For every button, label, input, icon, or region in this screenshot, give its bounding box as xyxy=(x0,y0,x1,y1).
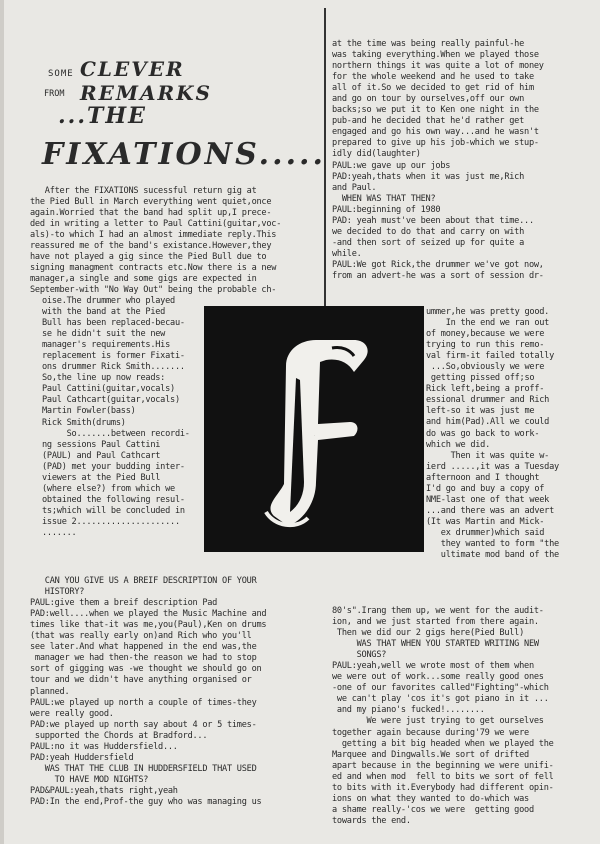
text-line: to bits with it.Everybody had different opin- xyxy=(332,782,554,793)
text-line: September-with "No Way Out" being the probable ch- xyxy=(30,285,277,296)
text-line: -one of our favorites called"Fighting"-which xyxy=(332,683,549,694)
header-the: ...THE xyxy=(58,103,147,129)
text-line: northern things it was quite a lot of money xyxy=(332,61,544,72)
header-clever-remarks: CLEVER REMARKS xyxy=(80,57,212,105)
text-line: ....... xyxy=(42,527,77,538)
text-line: and him(Pad).All we could xyxy=(426,417,550,428)
text-line: which we did. xyxy=(426,439,491,450)
text-line: oise.The drummer who played xyxy=(42,296,175,306)
text-line: manager,a single and some gigs are expected in xyxy=(30,274,257,285)
text-line: CAN YOU GIVE US A BREIF DESCRIPTION OF YOUR xyxy=(30,576,257,587)
text-line: After the FIXATIONS sucessful return gig at xyxy=(30,186,257,196)
text-line: (PAUL) and Paul Cathcart xyxy=(42,450,161,461)
text-line: from an advert-he was a sort of session dr- xyxy=(332,270,544,281)
text-line: Paul Cathcart(guitar,vocals) xyxy=(42,395,180,406)
text-line: (It was Martin and Mick- xyxy=(426,516,545,527)
text-line: sort of gigging was -we thought we should go on xyxy=(30,664,262,675)
text-line: trying to run this remo- xyxy=(426,340,545,351)
text-line: at the time was being really painful-he xyxy=(332,39,525,49)
text-line: afternoon and I thought xyxy=(426,472,540,483)
text-line: ions on what they wanted to do-which was xyxy=(332,793,529,804)
text-line: and my piano's fucked!........ xyxy=(332,705,485,716)
text-line: while. xyxy=(332,248,362,259)
text-line: PAUL:give them a breif description Pad xyxy=(30,598,218,609)
text-line: of money,because we were xyxy=(426,329,545,340)
text-line: PAD:well....when we played the Music Machine and xyxy=(30,609,267,620)
text-line: ...So,obviously we were xyxy=(426,362,545,373)
text-line: ierd .....,it was a Tuesday xyxy=(426,461,559,472)
text-line: left-so it was just me xyxy=(426,406,535,417)
text-line: ons drummer Rick Smith....... xyxy=(42,362,185,373)
text-line: PAUL:we played up north a couple of times-they xyxy=(30,697,257,708)
header-some: SOME xyxy=(48,69,74,79)
text-line: apart because in the beginning we were unifi- xyxy=(332,760,554,771)
text-line: backs;so we put it to Ken one night in the xyxy=(332,105,539,116)
text-line: issue 2..................... xyxy=(42,516,180,527)
text-line: (where else?) from which we xyxy=(42,483,175,494)
text-line: see later.And what happened in the end was,the xyxy=(30,642,257,653)
text-line: Then it was quite w- xyxy=(426,450,550,461)
left-column-intro xyxy=(30,186,326,296)
text-line: with the band at the Pied xyxy=(42,307,166,318)
svg-text:F: F xyxy=(314,436,315,437)
text-line: SONGS? xyxy=(332,650,387,661)
text-line: ded in writing a letter to Paul Cattini(guitar,voc- xyxy=(30,219,282,230)
text-line: PAD: yeah must've been about that time... xyxy=(332,215,534,226)
text-line: engaged and go his own way...and he wasn't xyxy=(332,127,539,138)
text-line: PAUL:yeah,well we wrote most of them when xyxy=(332,661,534,672)
text-line xyxy=(30,565,324,576)
text-line: PAUL:we gave up our jobs xyxy=(332,160,451,171)
text-line: WHEN WAS THAT THEN? xyxy=(332,193,436,204)
text-line: signing managment contracts etc.Now there is a new xyxy=(30,263,277,274)
text-line: Rick left,being a proff- xyxy=(426,384,545,395)
text-line: val firm-it failed totally xyxy=(426,351,555,362)
blackletter-f-logo xyxy=(204,306,424,552)
text-line: In the end we ran out xyxy=(426,318,550,329)
text-line: all of it.So we decided to get rid of him xyxy=(332,83,534,94)
right-column-interview-bottom xyxy=(332,606,598,827)
text-line: PAD:we played up north say about 4 or 5 times- xyxy=(30,719,257,730)
text-line: Marquee and Dingwalls.We sort of drifted xyxy=(332,749,529,760)
text-line: ts;which will be concluded in xyxy=(42,505,185,516)
text-line: 80's".Irang them up, we went for the audit- xyxy=(332,606,544,616)
text-line: prepared to give up his job-which we stup- xyxy=(332,138,539,149)
text-line: for the whole weekend and he used to take xyxy=(332,72,534,83)
fixations-logo-box xyxy=(204,306,424,552)
text-line: replacement is former Fixati- xyxy=(42,351,185,362)
text-line: PAUL:beginning of 1980 xyxy=(332,204,441,215)
text-line: (PAD) met your budding inter- xyxy=(42,461,185,472)
text-line: Martin Fowler(bass) xyxy=(42,406,136,417)
text-line: have not played a gig since the Pied Bull due to xyxy=(30,252,267,263)
text-line: HISTORY? xyxy=(30,587,85,598)
text-line: NME-last one of that week xyxy=(426,494,550,505)
text-line: manager we had then-the reason we had to stop xyxy=(30,653,257,664)
text-line: PAD:yeah,thats when it was just me,Rich xyxy=(332,171,525,182)
text-line: Then we did our 2 gigs here(Pied Bull) xyxy=(332,628,525,639)
text-line: they wanted to form "the xyxy=(426,538,559,549)
text-line: ed and when mod fell to bits we sort of fell xyxy=(332,771,554,782)
text-line: together again because during'79 we were xyxy=(332,727,529,738)
text-line: and Paul. xyxy=(332,182,377,193)
left-column-lineup xyxy=(42,296,202,539)
text-line: PAD:yeah Huddersfield xyxy=(30,752,134,763)
text-line: times like that-it was me,you(Paul),Ken on drums xyxy=(30,620,267,631)
text-line: reassured me of the band's existance.However,they xyxy=(30,241,272,252)
text-line: Bull has been replaced-becau- xyxy=(42,318,185,329)
text-line: essional drummer and Rich xyxy=(426,395,550,406)
right-column-interview-mid xyxy=(426,307,596,561)
text-line: viewers at the Pied Bull xyxy=(42,472,161,483)
text-line: WAS THAT THE CLUB IN HUDDERSFIELD THAT USED xyxy=(30,763,257,774)
text-line: PAUL:We got Rick,the drummer we've got now, xyxy=(332,259,544,270)
text-line: we decided to do that and carry on with xyxy=(332,226,525,237)
text-line: PAD&PAUL:yeah,thats right,yeah xyxy=(30,785,178,796)
text-line: We were just trying to get ourselves xyxy=(332,716,544,727)
text-line: se he didn't suit the new xyxy=(42,329,166,340)
text-line: were really good. xyxy=(30,708,114,719)
text-line: als)-to which I had an almost immediate reply.This xyxy=(30,230,277,241)
text-line: So.......between recordi- xyxy=(42,428,190,439)
text-line: a shame really-'cos we were getting good xyxy=(332,804,534,815)
text-line: we can't play 'cos it's got piano in it ... xyxy=(332,694,549,705)
text-line: getting a bit big headed when we played the xyxy=(332,738,554,749)
text-line: So,the line up now reads: xyxy=(42,373,166,384)
text-line: idly did(laughter) xyxy=(332,149,421,160)
text-line: and go on tour by ourselves,off our own xyxy=(332,94,525,105)
text-line: ummer,he was pretty good. xyxy=(426,307,550,317)
text-line: manager's requirements.His xyxy=(42,340,171,351)
text-line: supported the Chords at Bradford... xyxy=(30,730,208,741)
text-line: -and then sort of seized up for quite a xyxy=(332,237,525,248)
text-line: Paul Cattini(guitar,vocals) xyxy=(42,384,175,395)
text-line: tour and we didn't have anything organised or xyxy=(30,675,252,686)
text-line: towards the end. xyxy=(332,815,411,826)
text-line: planned. xyxy=(30,686,70,697)
header-fixations: FIXATIONS..... xyxy=(42,137,326,172)
text-line: ng sessions Paul Cattini xyxy=(42,439,161,450)
text-line: Rick Smith(drums) xyxy=(42,417,126,428)
text-line: do was go back to work- xyxy=(426,428,540,439)
text-line: ex drummer)which said xyxy=(426,527,545,538)
text-line: was taking everything.When we played those xyxy=(332,50,539,61)
text-line: I'd go and buy a copy of xyxy=(426,483,545,494)
text-line: ultimate mod band of the xyxy=(426,550,559,561)
right-column-interview-top xyxy=(332,39,594,282)
text-line: WAS THAT WHEN YOU STARTED WRITING NEW xyxy=(332,639,539,650)
text-line: again.Worried that the band had split up,I prece- xyxy=(30,208,272,219)
text-line: ion, and we just started from there again. xyxy=(332,617,539,628)
text-line: TO HAVE MOD NIGHTS? xyxy=(30,774,149,785)
text-line: the Pied Bull in March everything went quiet,once xyxy=(30,197,272,208)
left-column-interview xyxy=(30,565,324,808)
page-edge-shadow xyxy=(0,0,4,844)
text-line: ...and there was an advert xyxy=(426,505,555,516)
text-line: obtained the following resul- xyxy=(42,494,185,505)
text-line: PAUL:no it was Huddersfield... xyxy=(30,741,178,752)
text-line: pub-and he decided that he'd rather get xyxy=(332,116,525,127)
text-line: PAD:In the end,Prof-the guy who was managing us xyxy=(30,796,262,807)
text-line: (that was really early on)and Rich who you'll xyxy=(30,631,252,642)
header-from: FROM xyxy=(44,89,65,99)
text-line: we were out of work...some really good ones xyxy=(332,672,544,683)
text-line: getting pissed off;so xyxy=(426,373,535,384)
